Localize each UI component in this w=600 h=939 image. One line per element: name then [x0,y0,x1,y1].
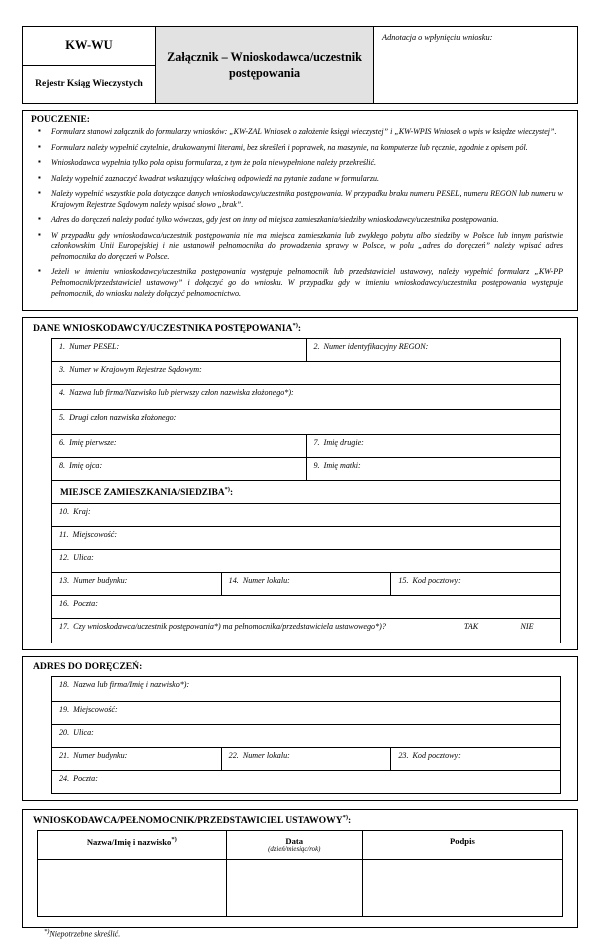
signature-table [37,830,563,917]
proxy-yes-option[interactable]: TAK [463,622,479,632]
field-label: Ulica: [73,553,94,563]
signature-table-body [38,860,562,916]
field-label: Imię pierwsze: [69,438,117,448]
field-num: 6. [59,438,66,448]
field-father-name[interactable] [52,458,306,480]
field-num: 19. [59,705,70,715]
signature-cell-name[interactable] [38,860,227,916]
list-item: ▪ Należy wypełnić zaznaczyć kwadrat wskazujący właściwą odpowiedź na pytanie zadane w formularzu. [51,174,567,185]
field-num: 13. [59,576,70,586]
signature-table-header [38,831,562,860]
field-delivery-building-no[interactable] [52,748,221,770]
list-item: ▪ Adres do doręczeń należy podać tylko wówczas, gdy jest on inny od miejsca zamieszkania/siedziby wnioskodawcy/uczestnika postępowania. [51,215,567,226]
field-label: Numer budynku: [73,576,128,586]
field-num: 20. [59,728,70,738]
column-header-date-sub: (dzień/miesiąc/rok) [268,846,321,854]
annotation-box: Adnotacja o wpłynięciu wniosku: [382,33,493,42]
form-code: KW-WU [23,27,155,66]
field-label: Poczta: [73,599,98,609]
field-num: 7. [313,438,320,448]
field-num: 17. [59,622,70,632]
field-label: Numer w Krajowym Rejestrze Sądowym: [69,365,202,375]
table-row [52,677,560,702]
footnote-text: Niepotrzebne skreślić. [49,930,121,939]
footnote-marker: *) [44,928,50,936]
field-num: 24. [59,774,70,784]
field-label: Kod pocztowy: [412,576,461,586]
footnote-marker: *) [292,322,298,330]
column-header-name [38,831,227,859]
field-num: 1. [59,342,66,352]
field-num: 22. [228,751,239,761]
field-num: 9. [313,461,320,471]
applicant-section [22,317,578,650]
signature-title-text: WNIOSKODAWCA/PEŁNOMOCNIK/PRZEDSTAWICIEL USTAWOWY [33,815,343,827]
table-row [52,410,560,435]
column-header-date [227,831,363,859]
applicant-section-title-text: DANE WNIOSKODAWCY/UCZESTNIKA POSTĘPOWANIA [33,323,293,335]
field-label: Kraj: [73,507,91,517]
field-city[interactable] [52,527,560,549]
field-label: Imię ojca: [69,461,103,471]
field-pesel[interactable] [52,339,306,361]
list-item: ▪ Jeżeli w imieniu wnioskodawcy/uczestnika postępowania występuje pełnomocnik lub przedstawiciel ustawowy, należy wypełnić formularz „KW-PP Pełnomocnik/przedstawiciel ustawowy” i dołączyć go do wniosku. W przypadku gdy w imieniu wnioskodawcy/uczestnika postępowania występuje pełnomocnik, do wniosku należy dołączyć pełnomocnictwo. [51,267,567,299]
table-row [52,339,560,362]
table-row [52,573,560,596]
table-row [52,458,560,481]
delivery-fields-table [51,676,561,794]
field-building-no[interactable] [52,573,221,595]
field-label: Miejscowość: [73,705,118,715]
signature-colon: : [348,815,352,827]
footnote-marker: *) [171,836,177,844]
column-header-name-text: Nazwa/Imię i nazwisko [86,837,172,848]
form-header [22,26,578,104]
field-label: Ulica: [73,728,94,738]
signature-section [22,809,578,928]
field-label: Numer lokalu: [242,751,290,761]
residence-colon: : [229,488,234,499]
field-regon[interactable] [306,339,561,361]
register-name: Rejestr Ksiąg Wieczystych [35,79,143,90]
field-label: Drugi człon nazwiska złożonego: [69,413,177,423]
field-delivery-post-office[interactable] [52,771,560,793]
list-item: ▪ W przypadku gdy wnioskodawca/uczestnik postępowania nie ma miejsca zamieszkania lub zwykłego pobytu albo siedziby w Polsce lub innym państwie członkowskim Unii Europejskiej i nie ustanowił pełnomocnika do prowadzenia sprawy w Polsce, w polu „adres do doręczeń” należy wpisać adres pełnomocnika do doręczeń w Polsce. [51,231,567,263]
field-label: Nazwa lub firma/Nazwisko lub pierwszy człon nazwiska złożonego*): [69,388,294,398]
field-num: 11. [59,530,69,540]
field-label: Numer lokalu: [242,576,290,586]
field-num: 4. [59,388,66,398]
field-delivery-flat-no[interactable] [221,748,391,770]
column-header-date-text: Data [285,836,304,847]
table-row [52,702,560,725]
table-row [52,481,560,504]
field-label: Numer PESEL: [69,342,120,352]
field-num: 15. [398,576,409,586]
form-title: Załącznik – Wnioskodawca/uczestnik postępowania [156,27,374,103]
field-proxy-question[interactable] [52,619,560,643]
field-delivery-city[interactable] [52,702,560,724]
field-label: Nazwa lub firma/Imię i nazwisko*): [73,680,190,690]
applicant-section-colon: : [297,323,302,335]
header-left [23,27,156,103]
field-country[interactable] [52,504,560,526]
field-label: Imię matki: [323,461,361,471]
field-flat-no[interactable] [221,573,391,595]
signature-section-title [23,810,577,830]
field-mother-name[interactable] [306,458,561,480]
applicant-fields-table [51,338,561,643]
field-label: Czy wnioskodawca/uczestnik postępowania*) ma pełnomocnika/przedstawiciela ustawowego*)? [73,622,386,632]
table-row [52,725,560,748]
table-row [52,771,560,793]
field-delivery-name[interactable] [52,677,560,701]
field-num: 3. [59,365,66,375]
field-label: Imię drugie: [323,438,364,448]
table-row [52,619,560,643]
list-item: ▪ Formularz należy wypełnić czytelnie, drukowanymi literami, bez skreśleń i poprawek, na maszynie, na komputerze lub ręcznie, zgodnie z opisem pól. [51,143,567,154]
field-label: Numer identyfikacyjny REGON: [323,342,429,352]
field-label: Numer budynku: [73,751,128,761]
field-num: 8. [59,461,66,471]
field-delivery-street[interactable] [52,725,560,747]
table-row [52,596,560,619]
field-second-surname[interactable] [52,410,560,434]
table-row [52,362,560,385]
column-header-signature: Podpis [449,836,475,847]
field-first-name[interactable] [52,435,306,457]
field-num: 21. [59,751,70,761]
residence-subtitle [52,481,560,503]
applicant-section-title [23,318,577,338]
field-num: 14. [228,576,239,586]
field-num: 5. [59,413,66,423]
table-row [52,748,560,771]
field-num: 16. [59,599,70,609]
list-item: ▪ Wnioskodawca wypełnia tylko pola opisu formularza, z tym że pola niewypełnione należy przekreślić. [51,158,567,169]
field-num: 2. [313,342,320,352]
field-label: Miejscowość: [72,530,118,540]
proxy-no-option[interactable]: NIE [520,622,534,632]
delivery-address-section [22,656,578,801]
table-row [52,527,560,550]
field-delivery-postal-code[interactable] [390,748,560,770]
delivery-section-title: ADRES DO DORĘCZEŃ: [33,661,143,673]
field-name[interactable] [52,385,560,409]
list-item: ▪ Formularz stanowi załącznik do formularzy wniosków: „KW-ZAL Wniosek o założenie księgi wieczystej” i „KW-WPIS Wniosek o wpis w księdze wieczystej”. [51,127,567,138]
instructions-title: POUCZENIE: [31,115,90,125]
table-row [52,435,560,458]
field-street[interactable] [52,550,560,572]
signature-cell-date[interactable] [227,860,363,916]
footnote [22,928,578,939]
residence-subtitle-text: MIEJSCE ZAMIESZKANIA/SIEDZIBA [60,488,225,499]
field-num: 10. [59,507,70,517]
table-row [52,504,560,527]
footnote-marker: *) [224,486,230,494]
field-label: Poczta: [73,774,98,784]
instructions-list [23,127,577,310]
field-krs[interactable] [52,362,560,384]
field-num: 18. [59,680,70,690]
field-num: 23. [398,751,409,761]
footnote-marker: *) [342,814,349,822]
field-label: Kod pocztowy: [412,751,461,761]
field-second-name[interactable] [306,435,561,457]
instructions-box [22,110,578,311]
signature-cell-signature[interactable] [363,860,562,916]
table-row [52,385,560,410]
proxy-question-text [59,622,443,631]
table-row [52,550,560,573]
field-num: 12. [59,553,70,563]
list-item: ▪ Należy wypełnić wszystkie pola dotyczące danych wnioskodawcy/uczestnika postępowania. W przypadku braku numeru PESEL, numeru REGON lub numeru w Krajowym Rejestrze Sądowym należy wpisać słowo „brak”. [51,189,567,210]
field-postal-code[interactable] [390,573,560,595]
field-post-office[interactable] [52,596,560,618]
